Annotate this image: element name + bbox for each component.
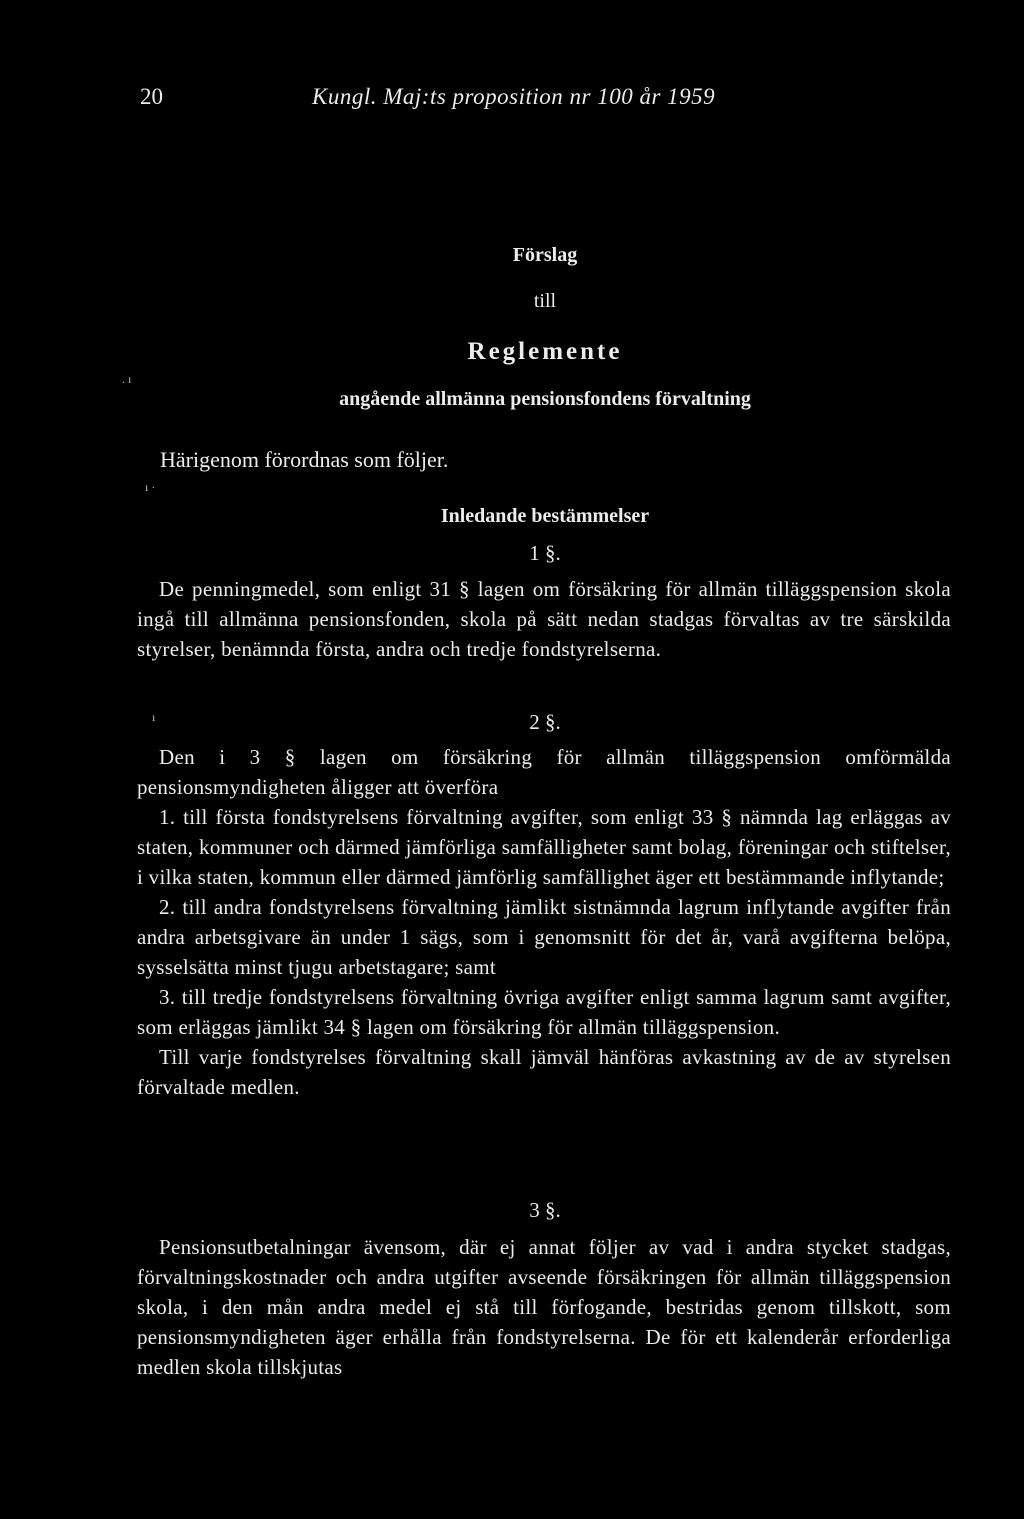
section-number-2: 2 §. <box>529 710 561 734</box>
running-header <box>140 84 820 120</box>
paragraph: Den i 3 § lagen om försäkring för allmän tilläggspension omförmälda pensionsmyndigheten åligger att överföra <box>137 745 951 799</box>
section-3-body <box>137 1232 951 1382</box>
page-number: 20 <box>140 84 163 109</box>
paragraph: De penningmedel, som enligt 31 § lagen om försäkring för allmän tilläggspension skola ingå till allmänna pensionsfonden, skola på sätt nedan stadgas förvaltas av tre särskilda styrelser, benämnda första, andra och tredje fondstyrelserna. <box>137 577 951 661</box>
section-heading: Inledande bestämmelser <box>440 505 650 527</box>
paragraph: Till varje fondstyrelses förvaltning skall jämväl hänföras avkastning av de av styrelsen förvaltade medlen. <box>137 1045 951 1099</box>
proposal-heading: Förslag <box>512 244 578 266</box>
scan-speck: ı · <box>145 480 156 494</box>
paragraph: Pensionsutbetalningar ävensom, där ej annat följer av vad i andra stycket stadgas, förvaltningskostnader och andra utgifter avseende försäkringen för allmän tilläggspension skola, i den mån andra medel ej stå till förfogande, bestridas genom tillskott, som pensionsmyndigheten äger erhålla från fondstyrelserna. De för ett kalenderår erforderliga medlen skola tillskjutas <box>137 1235 951 1379</box>
section-number-3: 3 §. <box>529 1198 561 1222</box>
proposal-till: till <box>533 290 557 312</box>
regulation-title: Reglemente <box>467 338 623 365</box>
section-number-1: 1 §. <box>529 541 561 565</box>
section-2-body <box>137 742 951 1102</box>
scan-speck: . ı <box>122 372 132 386</box>
paragraph: 2. till andra fondstyrelsens förvaltning jämlikt sistnämnda lagrum inflytande avgifter från andra arbetsgivare än under 1 sägs, som i genomsnitt för det år, varå avgifterna belöpa, sysselsätta minst tjugu arbetstagare; samt <box>137 895 951 979</box>
paragraph: 3. till tredje fondstyrelsens förvaltning övriga avgifter enligt samma lagrum samt avgifter, som erläggas jämlikt 34 § lagen om försäkring för allmän tilläggspension. <box>137 985 951 1039</box>
running-title: Kungl. Maj:ts proposition nr 100 år 1959 <box>312 84 716 109</box>
section-1-body <box>137 574 951 664</box>
regulation-subtitle: angående allmänna pensionsfondens förvaltning <box>339 388 751 410</box>
intro-text: Härigenom förordnas som följer. <box>160 447 449 472</box>
scan-speck: ı <box>152 710 156 724</box>
paragraph: 1. till första fondstyrelsens förvaltning avgifter, som enligt 33 § nämnda lag erläggas av staten, kommuner och därmed jämförliga samfälligheter samt bolag, föreningar och stiftelser, i vilka staten, kommun eller därmed jämförlig samfällighet äger ett bestämmande inflytande; <box>137 805 951 889</box>
